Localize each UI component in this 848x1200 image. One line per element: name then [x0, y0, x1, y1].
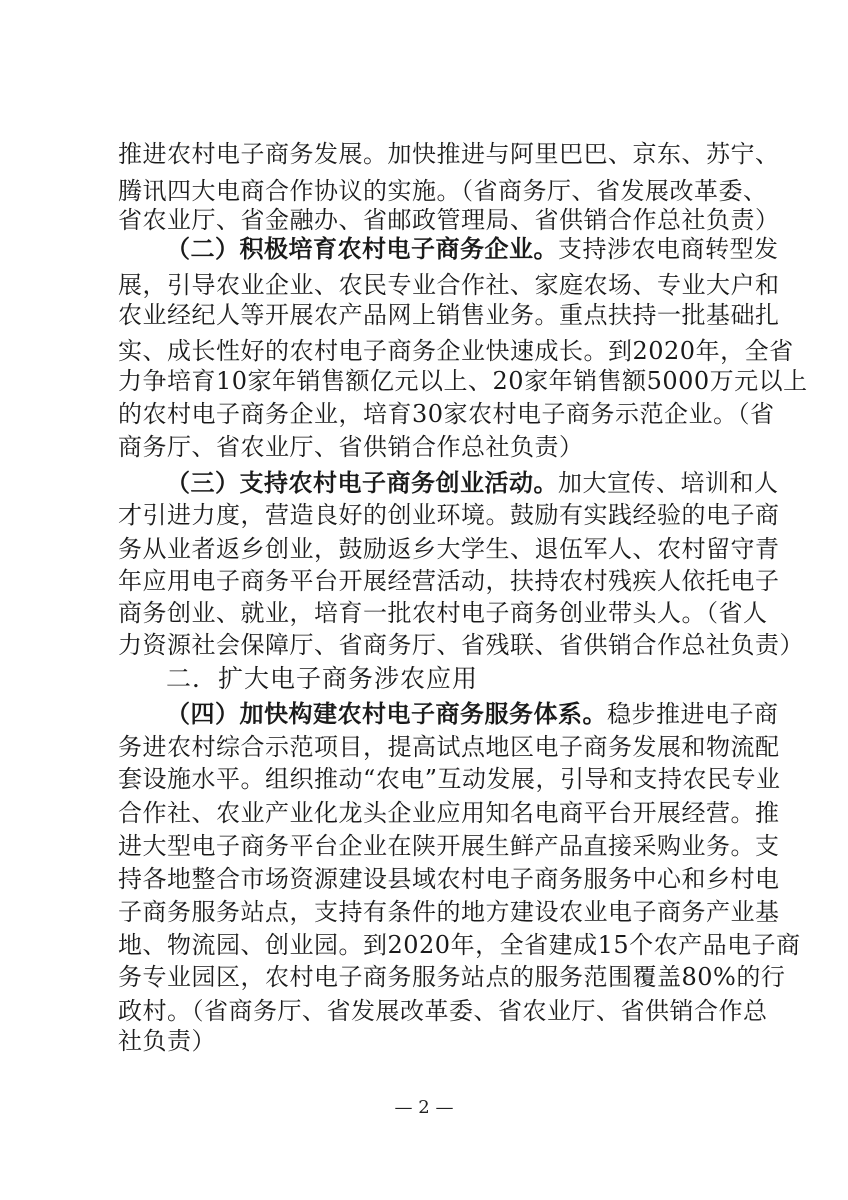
paragraph-line: 商务创业、就业，培育一批农村电子商务创业带头人。（省人	[118, 599, 768, 627]
paragraph-line: 套设施水平。组织推动“农电”互动发展，引导和支持农民专业	[118, 765, 781, 793]
paragraph-line: 省农业厅、省金融办、省邮政管理局、省供销合作总社负责）	[118, 206, 780, 234]
paragraph-line: 务进农村综合示范项目，提高试点地区电子商务发展和物流配	[118, 733, 780, 761]
paragraph-line: 推进农村电子商务发展。加快推进与阿里巴巴、京东、苏宁、	[118, 140, 780, 168]
paragraph-line: 地、物流园、创业园。到2020年，全省建成15个农产品电子商	[118, 931, 801, 959]
paragraph-line: 政村。（省商务厅、省发展改革委、省农业厅、省供销合作总	[118, 997, 768, 1025]
paragraph-line: 力资源社会保障厅、省商务厅、省残联、省供销合作总社负责）	[118, 631, 804, 659]
paragraph-line: 合作社、农业产业化龙头企业应用知名电商平台开展经营。推	[118, 799, 780, 827]
paragraph-line: 农业经纪人等开展农产品网上销售业务。重点扶持一批基础扎	[118, 301, 780, 329]
paragraph-line: 展，引导农业企业、农民专业合作社、家庭农场、专业大户和	[118, 271, 780, 299]
paragraph-line: 务专业园区，农村电子商务服务站点的服务范围覆盖80%的行	[118, 963, 786, 991]
section-4-first-text: 稳步推进电子商	[607, 700, 779, 728]
paragraph-line: 年应用电子商务平台开展经营活动，扶持农村残疾人依托电子	[118, 567, 780, 595]
paragraph-line: 子商务服务站点，支持有条件的地方建设农业电子商务产业基	[118, 898, 780, 926]
paragraph-line: 实、成长性好的农村电子商务企业快速成长。到2020年，全省	[118, 337, 794, 365]
section-2-title: （二）积极培育农村电子商务企业。	[166, 234, 558, 263]
section-3-first-text: 加大宣传、培训和人	[558, 469, 779, 497]
page-number: — 2 —	[394, 1097, 454, 1118]
paragraph-line: 的农村电子商务企业，培育30家农村电子商务示范企业。（省	[118, 400, 775, 428]
section-2-first-text: 支持涉农电商转型发	[558, 235, 779, 263]
section-3-first-line	[166, 466, 779, 500]
section-3-title: （三）支持农村电子商务创业活动。	[166, 468, 558, 497]
paragraph-line: 进大型电子商务平台企业在陕开展生鲜产品直接采购业务。支	[118, 832, 780, 860]
section-4-title: （四）加快构建农村电子商务服务体系。	[166, 699, 607, 728]
paragraph-line: 才引进力度，营造良好的创业环境。鼓励有实践经验的电子商	[118, 501, 780, 529]
section-heading: 二．扩大电子商务涉农应用	[166, 664, 479, 693]
section-2-first-line	[166, 232, 779, 266]
section-4-first-line	[166, 697, 779, 731]
paragraph-line: 社负责）	[118, 1027, 216, 1055]
paragraph-line: 力争培育10家年销售额亿元以上、20家年销售额5000万元以上	[118, 367, 808, 395]
paragraph-line: 商务厅、省农业厅、省供销合作总社负责）	[118, 433, 584, 461]
paragraph-line: 务从业者返乡创业，鼓励返乡大学生、退伍军人、农村留守青	[118, 535, 780, 563]
paragraph-line: 腾讯四大电商合作协议的实施。（省商务厅、省发展改革委、	[118, 177, 768, 205]
paragraph-line: 持各地整合市场资源建设县域农村电子商务服务中心和乡村电	[118, 865, 780, 893]
